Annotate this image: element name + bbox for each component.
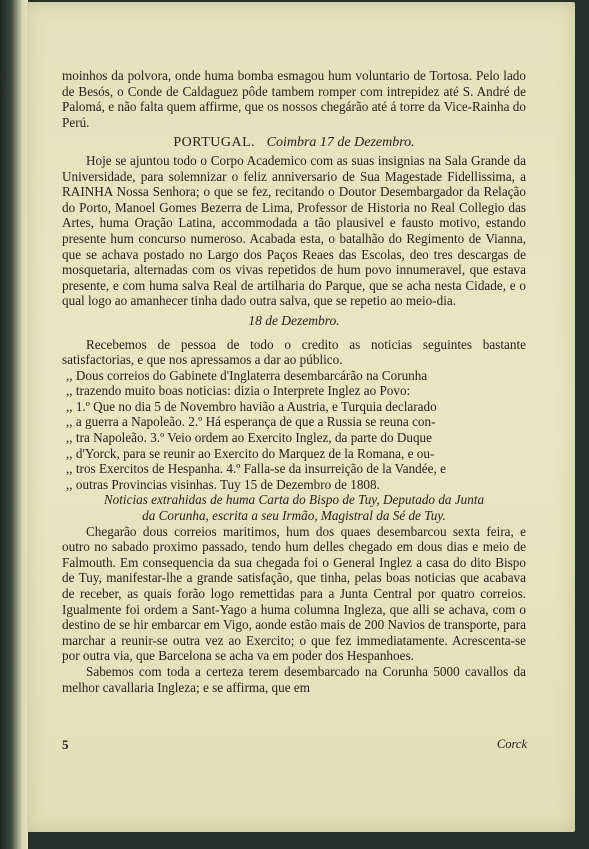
- quote-line: ,, Dous correios do Gabinete d'Inglaterra desembarcárão na Corunha: [66, 367, 428, 383]
- paragraph-cavallos: Sabemos com toda a certeza terem desembarcado na Corunha 5000 cavallos da melhor cavallaria Ingleza; e se affirma, que em: [62, 663, 526, 695]
- section-heading: [62, 135, 526, 151]
- quote-line: ,, 1.º Que no dia 5 de Novembro havião a Austria, e Turquia declarado: [66, 398, 437, 414]
- quote-line: ,, tra Napoleão. 3.º Veio ordem ao Exercito Inglez, da parte do Duque: [66, 430, 433, 446]
- quote-line: ,, outras Provincias visinhas. Tuy 15 de Dezembro de 1808.: [66, 476, 380, 492]
- caption-line-2: da Corunha, escrita a seu Irmão, Magistral da Sé de Tuy.: [142, 508, 446, 524]
- facing-page-letter-2: s: [0, 85, 5, 97]
- quote-line: ,, a guerra a Napoleão. 2.º Há esperança de que a Russia se reuna con-: [66, 414, 436, 430]
- quote-line: ,, d'Yorck, para se reunir ao Exercito do Marquez de la Romana, e ou-: [66, 445, 435, 461]
- facing-page-edge: [0, 70, 12, 98]
- paragraph-coimbra: Hoje se ajuntou todo o Corpo Academico com as suas insignias na Sala Grande da Universidade, para solemnizar o feliz anniversario de Sua Magestade Fidellissima, a RAINHA Nossa Senhora; o que se fez, recitando o Doutor Desembargador da Relação do Porto, Manoel Gomes Bezerra de Lima, Professor de Historia no Real Collegio das Artes, huma Oração Latina, accommodada a tão plausivel e fausto motivo, estando presente hum concurso numeroso. Acabada esta, o batalhão do Regimento de Vianna, que se achava postado no Largo dos Paços Reaes das Escolas, deo tres descargas de mosquetaria, alternadas com os vivas repetidos de hum povo innumeravel, que estava presente, e com huma salva Real de artilharia do Parque, que se acha nesta Cidade, e o qual logo ao amanhecer tinha dado outra salva, que se repetio ao meio-dia.: [62, 152, 526, 309]
- catchword: Corck: [496, 737, 527, 751]
- quote-line: ,, trazendo muito boas noticias: dizia o Interprete Inglez ao Povo:: [66, 383, 411, 399]
- paragraph-correios: Chegarão dous correios maritimos, hum dos quaes desembarcou sexta feira, e outro no sabado proximo passado, tendo hum delles chegado em dous dias e meio de Falmouth. Em consequencia da sua chegada foi o General Inglez a casa do dito Bispo de Tuy, manifestar-lhe a grande satisfação, que tinha, pelas boas noticias que acabava de receber, as quais forão logo remettidas para a Junta Central por quatro correios. Igualmente foi ordem a Sant-Yago a huma columna Ingleza, que alli se achava, com o destino de se hir embarcar em Vigo, aonde estão mais de 200 Navios de transporte, para marchar a reunir-se outra vez ao Exercito; o que fez immediatamente. Acrescenta-se por outra via, que Barcelona se acha va em poder dos Hespanhoes.: [62, 523, 526, 664]
- quote-line: ,, tros Exercitos de Hespanha. 4.º Falla-se da insurreição de la Vandée, e: [66, 461, 446, 477]
- book-spine: [0, 0, 28, 849]
- article-body: [62, 68, 526, 695]
- heading-date: Coimbra 17 de Dezembro.: [266, 135, 415, 151]
- facing-page-letter-1: o: [0, 71, 6, 83]
- quoted-report: [62, 368, 526, 493]
- paragraph-tortosa: moinhos da polvora, onde huma bomba esmagou hum voluntario de Tortosa. Pelo lado de Besós, o Conde de Caldaguez pôde tambem romper com intrepidez até S. André de Palomá, e não falta quem affirme, que os nossos chegárão até á torre da Vice-Rainha do Perú.: [62, 68, 526, 130]
- subheading-date: 18 de Dezembro.: [248, 312, 340, 328]
- page-number: 5: [62, 737, 69, 752]
- heading-place: PORTUGAL.: [173, 135, 256, 151]
- paragraph-noticias: Recebemos de pessoa de todo o credito as noticias seguintes bastante satisfactorias, e que nos apressamos a dar ao público.: [62, 336, 526, 368]
- letter-caption: [62, 492, 526, 523]
- caption-line-1: Noticias extrahidas de huma Carta do Bispo de Tuy, Deputado da Junta: [103, 492, 485, 508]
